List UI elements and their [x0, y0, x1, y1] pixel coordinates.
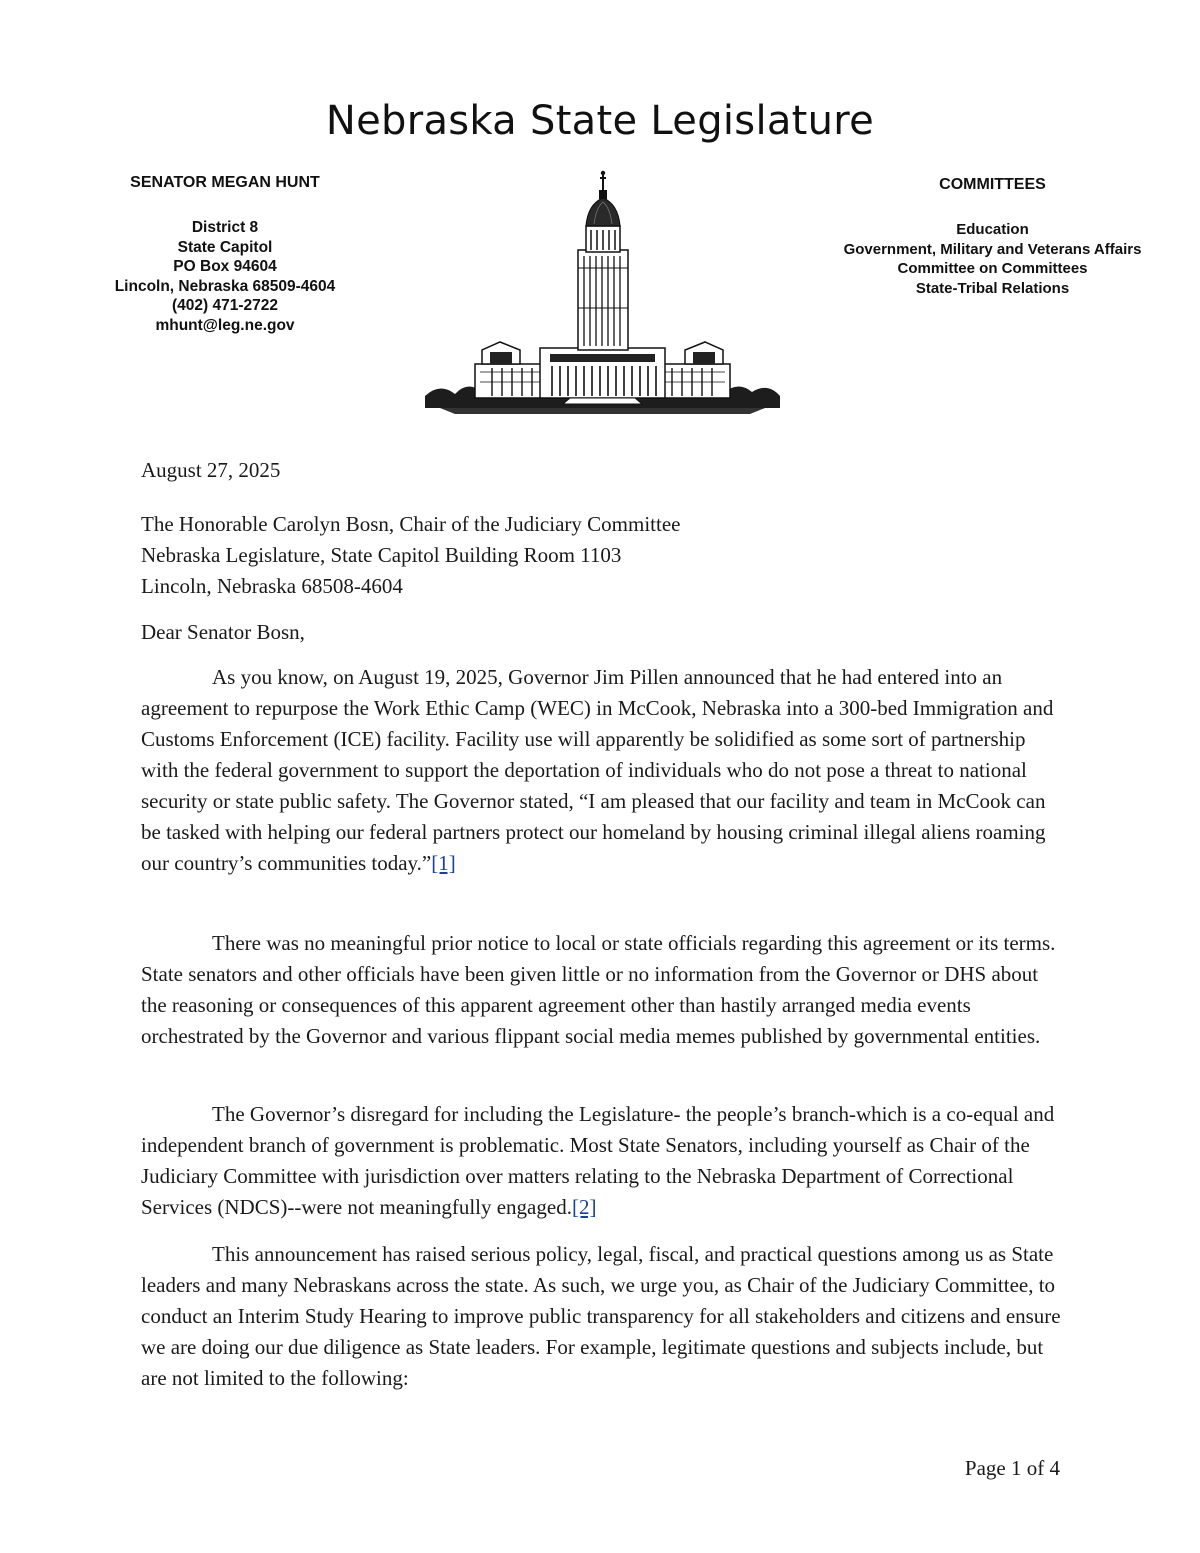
committee-item: Government, Military and Veterans Affairs — [843, 240, 1142, 258]
committees-heading: COMMITTEES — [939, 176, 1046, 193]
capitol-building-illustration — [420, 168, 785, 428]
salutation: Dear Senator Bosn, — [141, 620, 305, 644]
committee-item: Committee on Committees — [897, 260, 1088, 277]
recipient-city-line: Lincoln, Nebraska 68508-4604 — [141, 574, 403, 598]
paragraph-2-text: There was no meaningful prior notice to local or state officials regarding this agreement or its terms. State senators and other officials have been given little or no information from the Governor or DHS about the reasoning or consequences of this apparent agreement other than hastily arranged media events orchestrated by the Governor and various flippant social media memes published by governmental entities. — [141, 931, 1056, 1048]
senator-contact-block — [60, 174, 390, 335]
paragraph-4 — [141, 1239, 1061, 1394]
committee-item: Education — [956, 221, 1029, 238]
senator-name: SENATOR MEGAN HUNT — [130, 174, 320, 191]
committees-block — [820, 176, 1165, 298]
senator-po-box: PO Box 94604 — [173, 258, 277, 275]
committee-item: State-Tribal Relations — [915, 279, 1070, 297]
page-number: Page 1 of 4 — [964, 1456, 1060, 1480]
paragraph-2 — [141, 928, 1061, 1052]
footnote-link-1[interactable]: [1] — [431, 851, 456, 875]
senator-city: Lincoln, Nebraska 68509-4604 — [114, 277, 336, 295]
recipient-name-line: The Honorable Carolyn Bosn, Chair of the Judiciary Committee — [141, 512, 681, 536]
paragraph-3-text: The Governor’s disregard for including the Legislature- the people’s branch-which is a co-equal and independent branch of government is problematic. Most State Senators, including yourself as Chair of the Judiciary Committee with jurisdiction over matters relating to the Nebraska Department of Correctional Services (NDCS)--were not meaningfully engaged. — [141, 1102, 1055, 1219]
senator-email: mhunt@leg.ne.gov — [155, 316, 295, 334]
paragraph-4-text: This announcement has raised serious policy, legal, fiscal, and practical questions among us as State leaders and many Nebraskans across the state. As such, we urge you, as Chair of the Judiciary Committee, to conduct an Interim Study Hearing to improve public transparency for all stakeholders and citizens and ensure we are doing our due diligence as State leaders. For example, legitimate questions and subjects include, but are not limited to the following: — [141, 1242, 1061, 1390]
letter-date: August 27, 2025 — [141, 458, 281, 482]
recipient-address — [141, 509, 1061, 602]
senator-phone: (402) 471-2722 — [172, 297, 278, 314]
letterhead-title: Nebraska State Legislature — [325, 98, 875, 144]
paragraph-3 — [141, 1099, 1061, 1223]
paragraph-1 — [141, 662, 1061, 879]
recipient-building-line: Nebraska Legislature, State Capitol Building Room 1103 — [141, 543, 622, 567]
footnote-link-2[interactable]: [2] — [571, 1195, 597, 1219]
senator-office: State Capitol — [177, 238, 273, 256]
senator-district: District 8 — [191, 219, 259, 236]
paragraph-1-text: As you know, on August 19, 2025, Governor Jim Pillen announced that he had entered into an agreement to repurpose the Work Ethic Camp (WEC) in McCook, Nebraska into a 300-bed Immigration and Customs Enforcement (ICE) facility. Facility use will apparently be solidified as some sort of partnership with the federal government to support the deportation of individuals who do not pose a threat to national security or state public safety. The Governor stated, “I am pleased that our facility and team in McCook can be tasked with helping our federal partners protect our homeland by housing criminal illegal aliens roaming our country’s communities today.” — [141, 665, 1054, 875]
